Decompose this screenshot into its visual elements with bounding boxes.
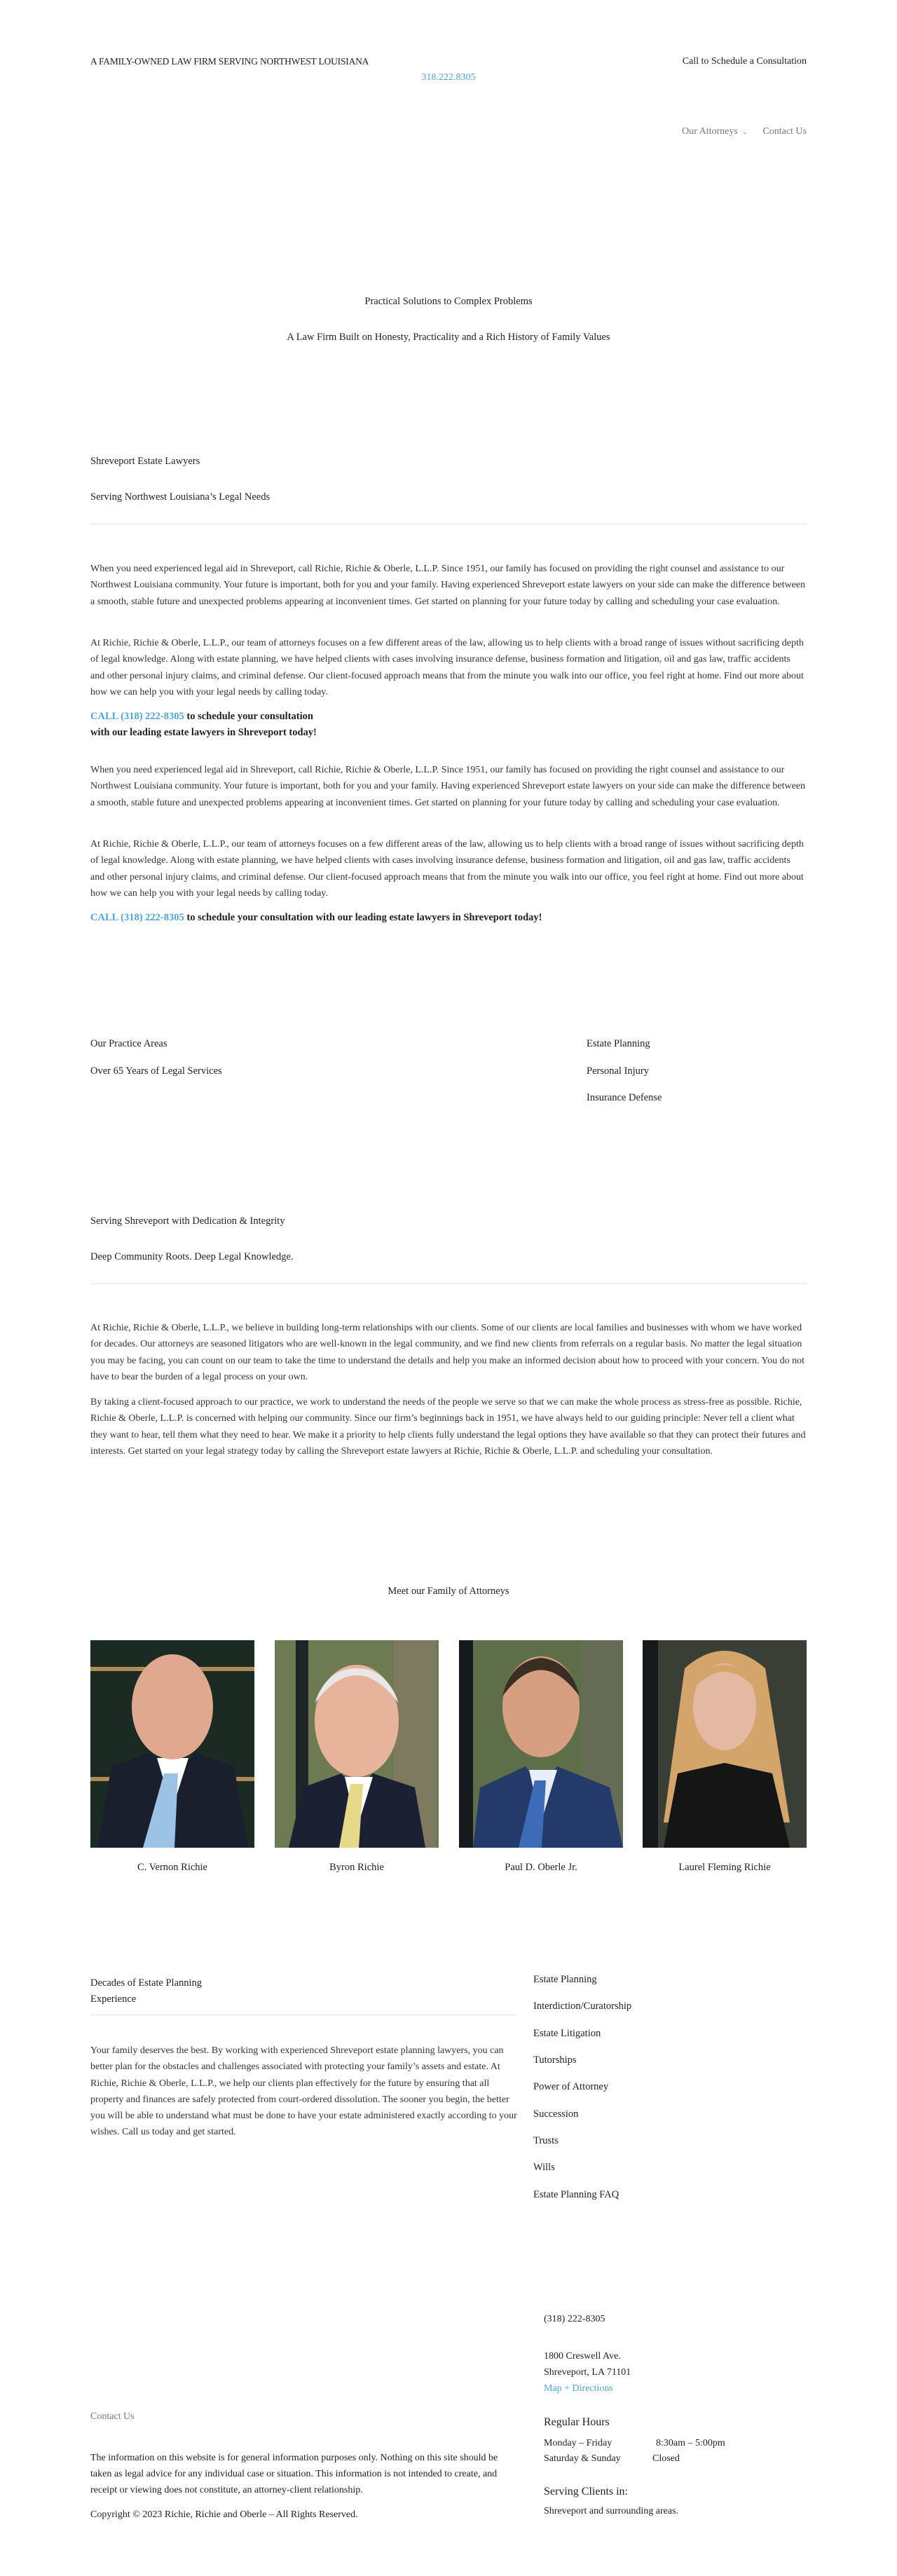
hours-heading: Regular Hours — [544, 2416, 610, 2428]
address-line-2: Shreveport, LA 71101 — [544, 2367, 631, 2378]
estate-link-estate-planning[interactable]: Estate Planning — [533, 1974, 597, 1985]
hours-row-weekend — [544, 2451, 725, 2467]
community-subheading: Deep Community Roots. Deep Legal Knowledge. — [90, 1251, 294, 1262]
practice-link-personal-injury[interactable]: Personal Injury — [587, 1065, 649, 1077]
header-tagline: A FAMILY-OWNED LAW FIRM SERVING NORTHWEST LOUISIANA — [90, 56, 369, 67]
attorney-photo[interactable] — [90, 1640, 254, 1848]
intro-paragraph-3: When you need experienced legal aid in Shreveport, call Richie, Richie & Oberle, L.L.P. Since 1951, our family has focused on providing the right counsel and assistance to our Northwest Louisiana community. Your future is important, both for you and your family. Having experienced Shreveport estate lawyers on your side can make the difference between a smooth, stable future and unexpected problems appearing at inconvenient times. Get started on planning for your future today by calling and scheduling your case evaluation. — [90, 765, 806, 808]
hero-title: Practical Solutions to Complex Problems — [364, 296, 533, 307]
intro-subheading: Serving Northwest Louisiana’s Legal Needs — [90, 491, 271, 503]
nav-contact-us-label: Contact Us — [762, 126, 807, 137]
community-paragraph-2: By taking a client-focused approach to our practice, we work to understand the needs of the people we serve so that we can make the whole process as stress-free as possible. Richie, Richie & Oberle, L.L.P. is concerned with helping our community. Since our firm’s beginnings back in 1951, we have always held to our guiding principle: Never tell a client what they want to hear, tell them what they need to hear. We make it a priority to help clients fully understand the legal options they have available so that they can protect their futures and interests. Get started on your legal strategy today by calling the Shreveport estate lawyers at Richie, Richie & Oberle, L.L.P. and scheduling your consultation. — [90, 1397, 806, 1457]
attorney-card[interactable] — [90, 1640, 254, 1874]
footer-disclaimer: The information on this website is for general information purposes only. Nothing on this site should be taken as legal advice for any individual case or situation. This information is not intended to create, and receipt or viewing does not constitute, an attorney-client relationship. — [90, 2453, 498, 2495]
community-paragraph-1: At Richie, Richie & Oberle, L.L.P., we believe in building long-term relationships with our clients. Some of our clients are local families and businesses with whom we have worked for decades. Our attorneys are seasoned litigators who are well-known in the legal community, and we find new clients from referrals on a regular basis. No matter the legal situation you may be facing, you can count on our team to take the time to understand the details and help you make an informed decision about how to proceed with your concern. You do not have to bear the burden of a legal process on your own. — [90, 1323, 805, 1382]
intro-paragraph-1: When you need experienced legal aid in Shreveport, call Richie, Richie & Oberle, L.L.P. Since 1951, our family has focused on providing the right counsel and assistance to our Northwest Louisiana community. Your future is important, both for you and your family. Having experienced Shreveport estate lawyers on your side can make the difference between a smooth, stable future and unexpected problems appearing at inconvenient times. Get started on planning for your future today by calling and scheduling your case evaluation. — [90, 564, 806, 607]
attorney-photo[interactable] — [643, 1640, 807, 1848]
footer-address — [544, 2348, 631, 2397]
intro-heading: Shreveport Estate Lawyers — [90, 456, 200, 467]
hours-days: Monday – Friday — [544, 2438, 612, 2448]
map-directions-link[interactable]: Map + Directions — [544, 2383, 613, 2394]
attorney-card[interactable] — [275, 1640, 439, 1874]
footer-phone-link[interactable]: (318) 222-8305 — [544, 2314, 605, 2324]
practice-link-insurance-defense[interactable]: Insurance Defense — [587, 1092, 662, 1103]
address-line-1: 1800 Creswell Ave. — [544, 2351, 621, 2362]
header-phone-link[interactable]: 318.222.8305 — [421, 72, 476, 83]
estate-link-interdiction[interactable]: Interdiction/Curatorship — [533, 2001, 632, 2012]
hours-time: Closed — [652, 2453, 680, 2464]
intro-paragraph-4: At Richie, Richie & Oberle, L.L.P., our team of attorneys focuses on a few different areas of the law, allowing us to help clients with a broad range of issues without sacrificing depth of legal knowledge. Along with estate planning, we have helped clients with cases involving insurance defense, business formation and litigation, oil and gas law, traffic accidents and other personal injury claims, and criminal defense. Our client-focused approach means that from the minute you walk into our office, you feel right at home. Find out more about how we can help you with your legal needs by calling today. — [90, 839, 804, 899]
cta-block-2 — [90, 910, 542, 926]
attorney-name[interactable]: C. Vernon Richie — [137, 1862, 207, 1873]
estate-heading-line-1: Decades of Estate Planning — [90, 1977, 203, 1989]
attorney-name[interactable]: Laurel Fleming Richie — [678, 1862, 771, 1873]
cta-block-1 — [90, 709, 317, 741]
call-to-schedule-label: Call to Schedule a Consultation — [682, 56, 807, 67]
estate-link-trusts[interactable]: Trusts — [533, 2135, 559, 2146]
serving-text: Shreveport and surrounding areas. — [544, 2506, 679, 2516]
estate-link-succession[interactable]: Succession — [533, 2108, 579, 2120]
attorney-name[interactable]: Byron Richie — [329, 1862, 384, 1873]
practice-heading: Our Practice Areas — [90, 1038, 167, 1049]
practice-subheading: Over 65 Years of Legal Services — [90, 1065, 222, 1077]
estate-link-power-of-attorney[interactable]: Power of Attorney — [533, 2081, 609, 2092]
section-divider — [90, 1283, 807, 1284]
estate-link-wills[interactable]: Wills — [533, 2162, 555, 2173]
estate-heading-line-2: Experience — [90, 1994, 137, 2005]
hours-row-weekdays — [544, 2436, 725, 2451]
cta-phone-link-2[interactable]: CALL (318) 222-8305 — [90, 912, 184, 923]
practice-link-estate-planning[interactable]: Estate Planning — [587, 1038, 650, 1049]
attorneys-heading: Meet our Family of Attorneys — [388, 1586, 509, 1597]
estate-heading — [90, 1975, 202, 2008]
footer-contact-us-link[interactable]: Contact Us — [90, 2411, 135, 2422]
serving-heading: Serving Clients in: — [544, 2486, 628, 2497]
cta-text-1a: to schedule your consultation — [184, 711, 313, 722]
hours-table — [544, 2436, 725, 2467]
nav-our-attorneys-label: Our Attorneys — [682, 126, 738, 137]
cta-phone-link-1[interactable]: CALL (318) 222-8305 — [90, 711, 184, 722]
main-nav — [682, 126, 807, 137]
hours-days: Saturday & Sunday — [544, 2453, 621, 2464]
cta-text-2: to schedule your consultation with our leading estate lawyers in Shreveport today! — [184, 912, 542, 923]
attorney-name[interactable]: Paul D. Oberle Jr. — [505, 1862, 577, 1873]
attorney-card[interactable] — [459, 1640, 623, 1874]
attorney-photo[interactable] — [275, 1640, 439, 1848]
estate-link-tutorships[interactable]: Tutorships — [533, 2054, 577, 2066]
estate-link-faq[interactable]: Estate Planning FAQ — [533, 2189, 619, 2200]
estate-link-estate-litigation[interactable]: Estate Litigation — [533, 2028, 601, 2039]
attorney-photo[interactable] — [459, 1640, 623, 1848]
community-heading: Serving Shreveport with Dedication & Integrity — [90, 1215, 285, 1227]
nav-our-attorneys[interactable] — [682, 126, 747, 137]
estate-paragraph: Your family deserves the best. By working with experienced Shreveport estate planning lawyers, you can better plan for the obstacles and challenges associated with protecting your family’s assets and estate. At Richie, Richie & Oberle, L.L.P., we help our clients plan effectively for the future by ensuring that all property and finances are safely protected from court-ordered dissolution. The sooner you begin, the better you will be able to understand what must be done to have your estate administered exactly according to your wishes. Call us today and get started. — [90, 2045, 517, 2138]
nav-contact-us[interactable] — [762, 126, 807, 137]
chevron-down-icon: ⌄ — [741, 128, 748, 135]
hours-time: 8:30am – 5:00pm — [656, 2438, 725, 2448]
intro-paragraph-2: At Richie, Richie & Oberle, L.L.P., our team of attorneys focuses on a few different areas of the law, allowing us to help clients with a broad range of issues without sacrificing depth of legal knowledge. Along with estate planning, we have helped clients with cases involving insurance defense, business formation and litigation, oil and gas law, traffic accidents and other personal injury claims, and criminal defense. Our client-focused approach means that from the minute you walk into our office, you feel right at home. Find out more about how we can help you with your legal needs by calling today. — [90, 638, 804, 697]
attorney-card[interactable] — [643, 1640, 807, 1874]
cta-text-1b: with our leading estate lawyers in Shreveport today! — [90, 727, 317, 738]
footer-copyright: Copyright © 2023 Richie, Richie and Oberle – All Rights Reserved. — [90, 2509, 358, 2520]
hero-subtitle: A Law Firm Built on Honesty, Practicality and a Rich History of Family Values — [287, 332, 610, 343]
